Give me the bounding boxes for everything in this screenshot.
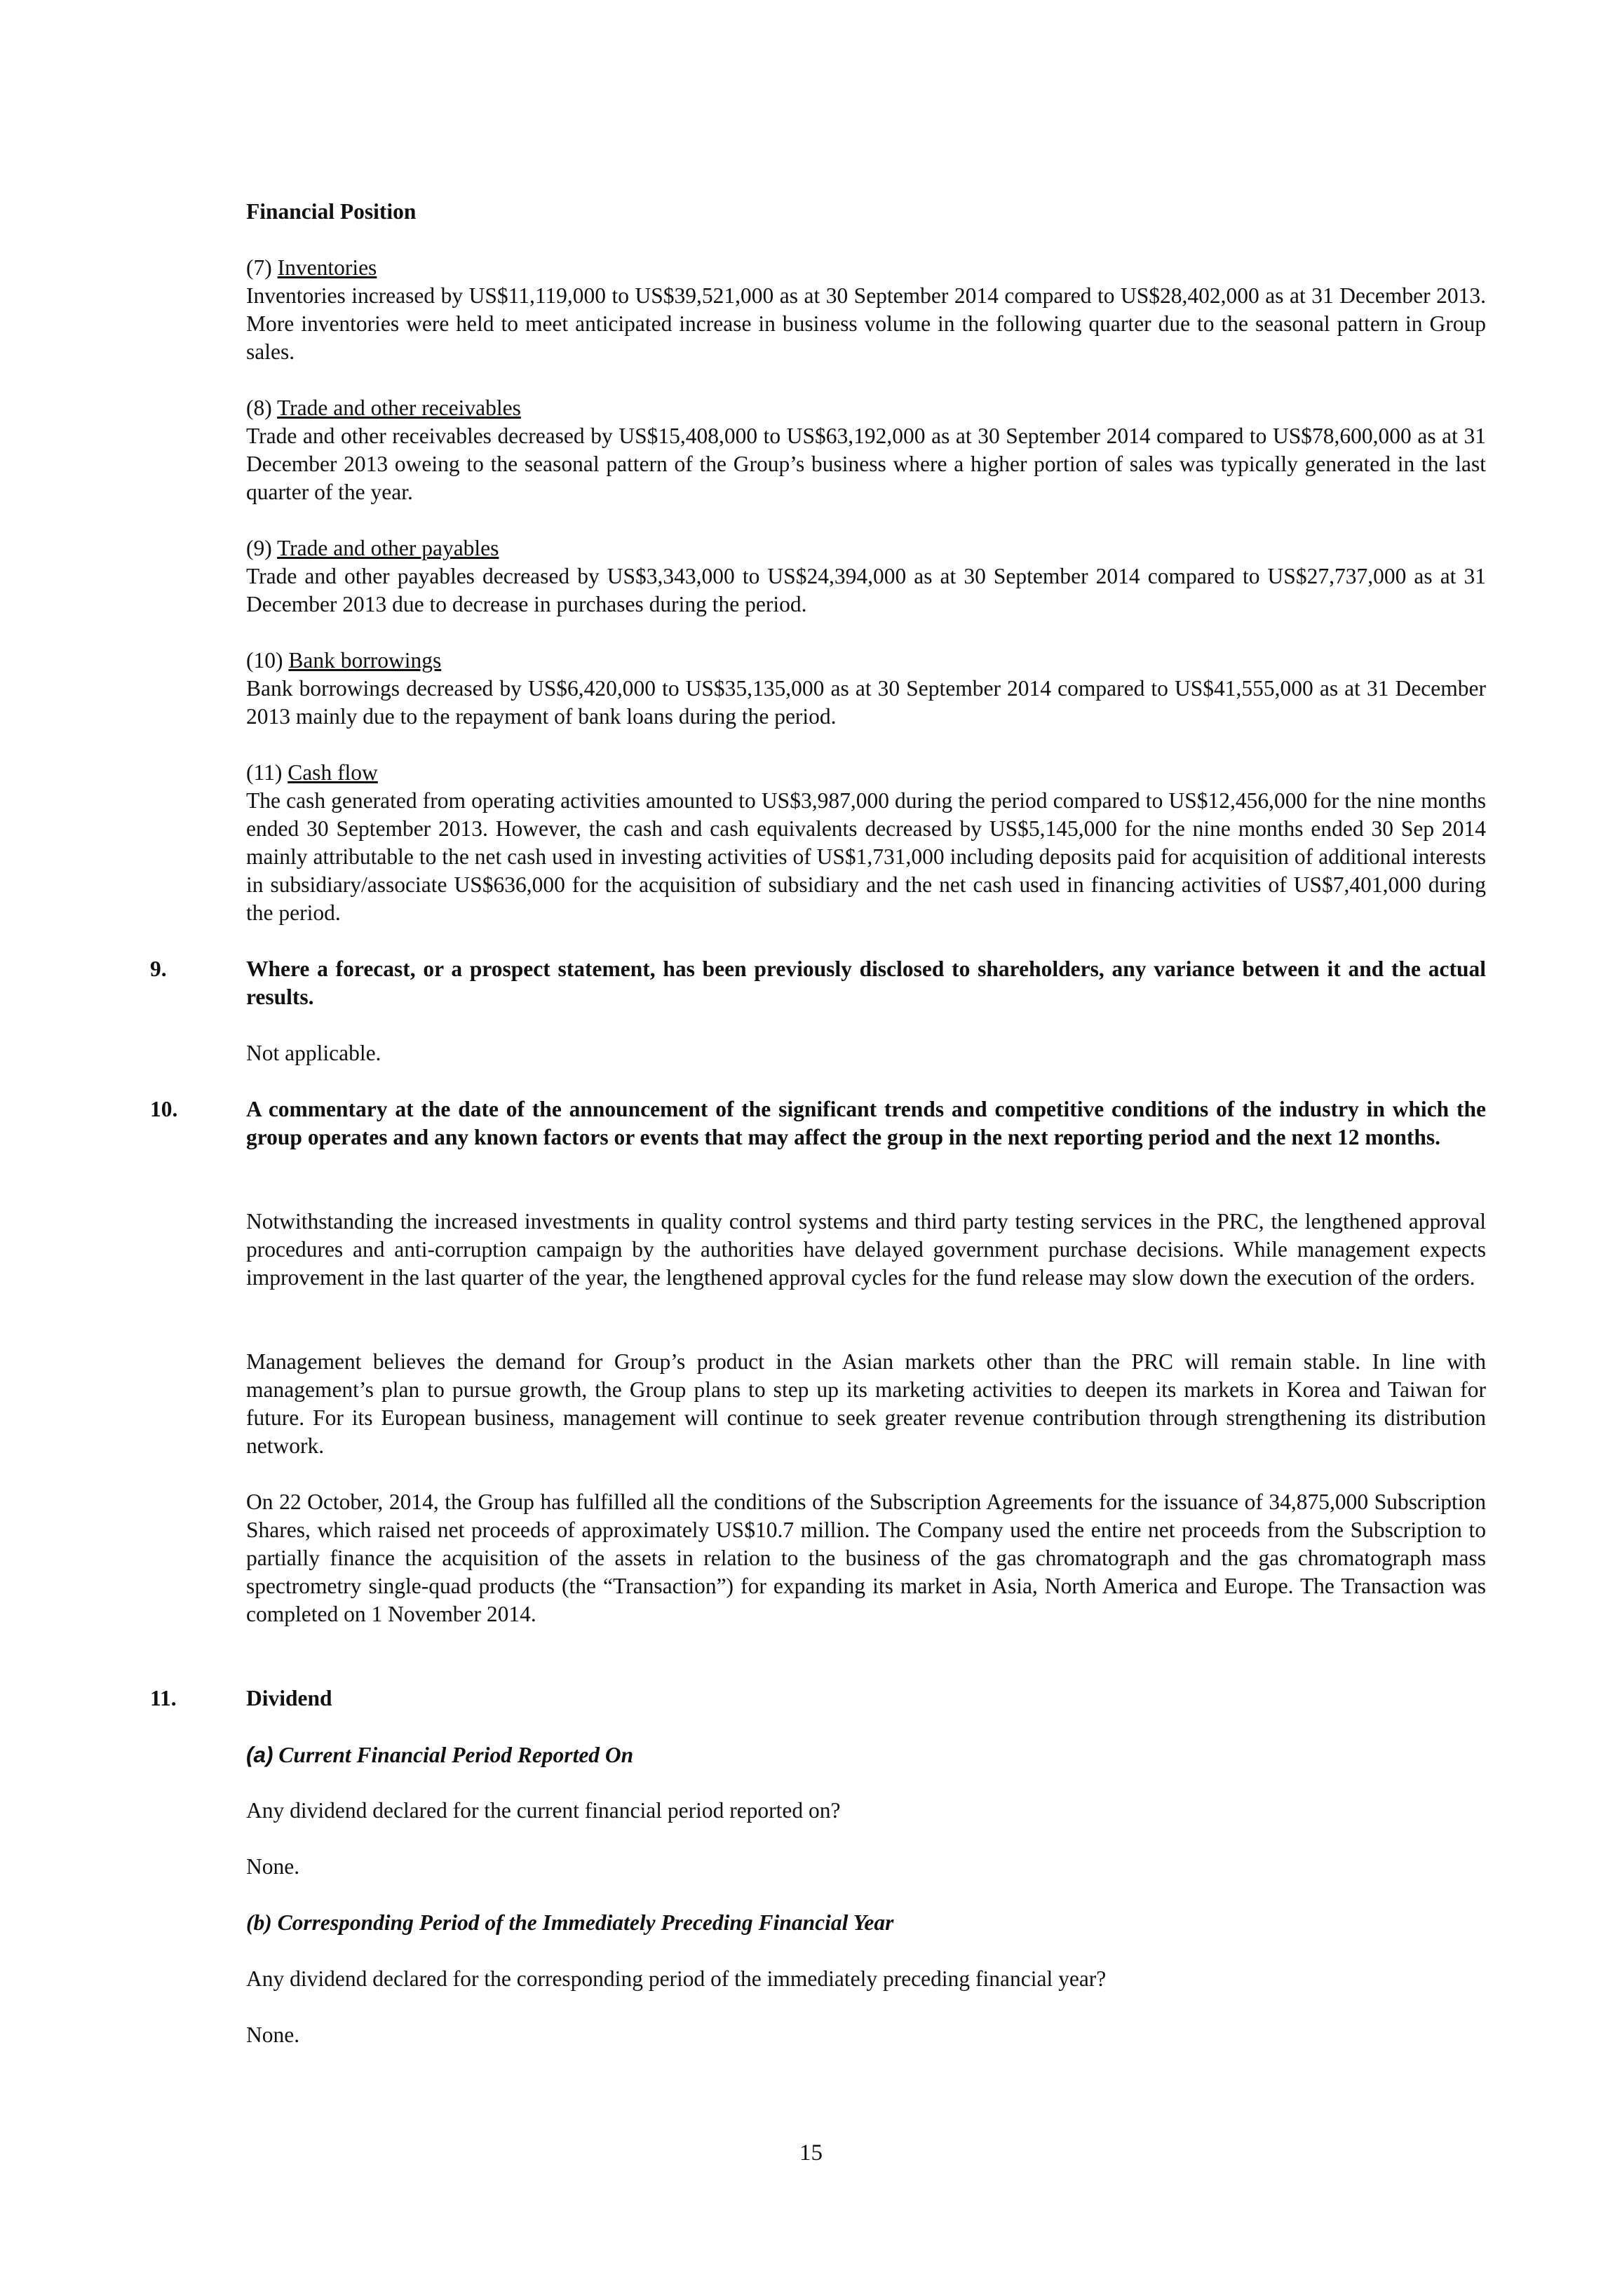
section-9-heading: Where a forecast, or a prospect statement, has been previously disclosed to shareholders, any variance between it and the actual results. (246, 957, 1486, 1009)
receivables-title (246, 394, 1486, 422)
dividend-a-title-text: Current Financial Period Reported On (278, 1743, 634, 1767)
dividend-a-marker: (a) (246, 1742, 273, 1767)
borrowings-label: Bank borrowings (288, 648, 442, 673)
dividend-b-question: Any dividend declared for the corresponding period of the immediately preceding financial year? (246, 1966, 1107, 1991)
payables-text: Trade and other payables decreased by US$3,343,000 to US$24,394,000 as at 30 September 2014 compared to US$27,737,000 as at 31 December 2013 due to decrease in purchases during the period. (246, 564, 1486, 616)
financial-position-heading: Financial Position (246, 199, 417, 224)
inventories-text: Inventories increased by US$11,119,000 to US$39,521,000 as at 30 September 2014 compared to US$28,402,000 as at 31 December 2013. More inventories were held to meet anticipated increase in business volume in the following quarter due to the seasonal pattern in Group sales. (246, 283, 1486, 364)
section-11-heading: Dividend (246, 1686, 332, 1710)
cash-flow-text: The cash generated from operating activities amounted to US$3,987,000 during the period compared to US$12,456,000 for the nine months ended 30 September 2013. However, the cash and cash equivalents decreased by US$5,145,000 for the nine months ended 30 Sep 2014 mainly attributable to the net cash used in investing activities of US$1,731,000 including deposits paid for acquisition of additional interests in subsidiary/associate US$636,000 for the acquisition of subsidiary and the net cash used in financing activities of US$7,401,000 during the period. (246, 788, 1486, 925)
dividend-b-answer: None. (246, 2022, 300, 2047)
inventories-label: Inventories (277, 255, 377, 280)
receivables-prefix: (8) (246, 396, 278, 420)
section-9-number: 9. (150, 957, 167, 981)
payables-title (246, 534, 1486, 562)
section-10-paragraph-1: Notwithstanding the increased investments in quality control systems and third party testing services in the PRC, the lengthened approval procedures and anti-corruption campaign by the authorities have delayed government purchase decisions. While management expects improvement in the last quarter of the year, the lengthened approval cycles for the fund release may slow down the execution of the orders. (246, 1209, 1486, 1290)
payables-label: Trade and other payables (277, 536, 499, 560)
section-10-paragraph-3: On 22 October, 2014, the Group has fulfilled all the conditions of the Subscription Agreements for the issuance of 34,875,000 Subscription Shares, which raised net proceeds of approximately US$10.7 million. The Company used the entire net proceeds from the Subscription to partially finance the acquisition of the assets in relation to the business of the gas chromatograph and the gas chromatograph mass spectrometry single-quad products (the “Transaction”) for expanding its market in Asia, North America and Europe. The Transaction was completed on 1 November 2014. (246, 1490, 1486, 1626)
borrowings-title (246, 647, 1486, 675)
section-9-text: Not applicable. (246, 1041, 381, 1065)
cash-flow-label: Cash flow (288, 760, 378, 785)
dividend-b-title: (b) Corresponding Period of the Immediately Preceding Financial Year (246, 1910, 894, 1935)
receivables-text: Trade and other receivables decreased by US$15,408,000 to US$63,192,000 as at 30 September 2014 compared to US$78,600,000 as at 31 December 2013 oweing to the seasonal pattern of the Group’s business where a higher portion of sales was typically generated in the last quarter of the year. (246, 424, 1486, 504)
section-10-paragraph-2: Management believes the demand for Group’s product in the Asian markets other than the PRC will remain stable. In line with management’s plan to pursue growth, the Group plans to step up its marketing activities to deepen its markets in Korea and Taiwan for future. For its European business, management will continue to seek greater revenue contribution through strengthening its distribution network. (246, 1349, 1486, 1458)
borrowings-prefix: (10) (246, 648, 289, 673)
inventories-title (246, 254, 1486, 282)
page-number: 15 (799, 2140, 823, 2166)
dividend-a-title (246, 1741, 1486, 1769)
section-11-number: 11. (150, 1686, 177, 1710)
section-10-number: 10. (150, 1097, 178, 1121)
cash-flow-title (246, 759, 1486, 787)
cash-flow-prefix: (11) (246, 760, 288, 785)
dividend-a-answer: None. (246, 1854, 300, 1879)
receivables-label: Trade and other receivables (277, 396, 521, 420)
section-10-heading: A commentary at the date of the announcement of the significant trends and competitive conditions of the industry in which the group operates and any known factors or events that may affect the group in the next reporting period and the next 12 months. (246, 1097, 1486, 1149)
borrowings-text: Bank borrowings decreased by US$6,420,000 to US$35,135,000 as at 30 September 2014 compared to US$41,555,000 as at 31 December 2013 mainly due to the repayment of bank loans during the period. (246, 676, 1486, 729)
payables-prefix: (9) (246, 536, 278, 560)
inventories-prefix: (7) (246, 255, 278, 280)
dividend-a-question: Any dividend declared for the current financial period reported on? (246, 1798, 841, 1823)
